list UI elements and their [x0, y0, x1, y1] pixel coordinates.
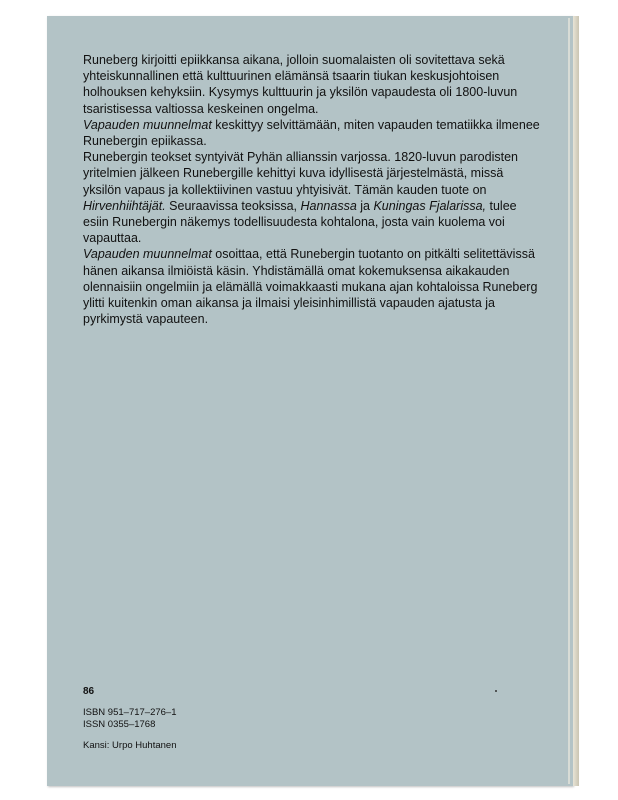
- book-spine-edge: [573, 16, 579, 786]
- isbn-text: ISBN 951–717–276–1: [83, 707, 177, 718]
- work-title-italic: Hirvenhiihtäjät.: [83, 198, 166, 213]
- work-title-italic: Kuningas Fjalarissa,: [373, 198, 487, 213]
- blurb-paragraph-2: Runebergin teokset syntyivät Pyhän allianssin varjossa. 1820-luvun parodisten yritelmien jälkeen Runebergille kehittyi kuva idyllisestä järjestelmästä, missä yksilön vapaus ja kollektiivinen vastuu yhtyisivät. Tämän kauden tuote on Hirvenhiihtäjät. Seuraavissa teoksissa, Hannassa ja Kuningas Fjalarissa, tulee esiin Runebergin näkemys todellisuudesta kohtalona, josta vain kuolema voi vapauttaa.: [83, 150, 518, 246]
- work-title-italic: Hannassa: [300, 198, 357, 213]
- book-title-italic: Vapauden muunnelmat: [83, 117, 212, 132]
- issn-text: ISSN 0355–1768: [83, 719, 156, 730]
- book-title-italic: Vapauden muunnelmat: [83, 247, 212, 262]
- blurb-paragraph-1: Runeberg kirjoitti epiikkansa aikana, jolloin suomalaisten oli sovitettava sekä yhteiskunnallinen että kulttuurinen elämänsä tsaarin tiukan keskusjohtoisen holhouksen kehyksiin. Kysymys kulttuurin ja yksilön vapaudesta oli 1800-luvun tsaristisessa valtiossa keskeinen ongelma. Vapauden muunnelmat keskittyy selvittämään, miten vapauden tematiikka ilmenee Runebergin epiikassa.: [83, 53, 540, 149]
- cover-edge: [568, 18, 570, 784]
- series-number: 86: [83, 686, 95, 697]
- print-speck: [495, 690, 497, 692]
- blurb-paragraph-3: Vapauden muunnelmat osoittaa, että Runebergin tuotanto on pitkälti selitettävissä hänen aikansa ilmiöistä käsin. Yhdistämällä omat kokemuksensa aikakauden olennaisiin ongelmiin ja elämällä voimakkaasti mukana ajan kohtaloissa Runeberg ylitti kuitenkin oman aikansa ja ilmaisi yleisinhimillistä vapauden ajatusta ja pyrkimystä vapauteen.: [83, 247, 538, 327]
- cover-credit: Kansi: Urpo Huhtanen: [83, 740, 177, 751]
- back-cover-blurb: [83, 52, 543, 327]
